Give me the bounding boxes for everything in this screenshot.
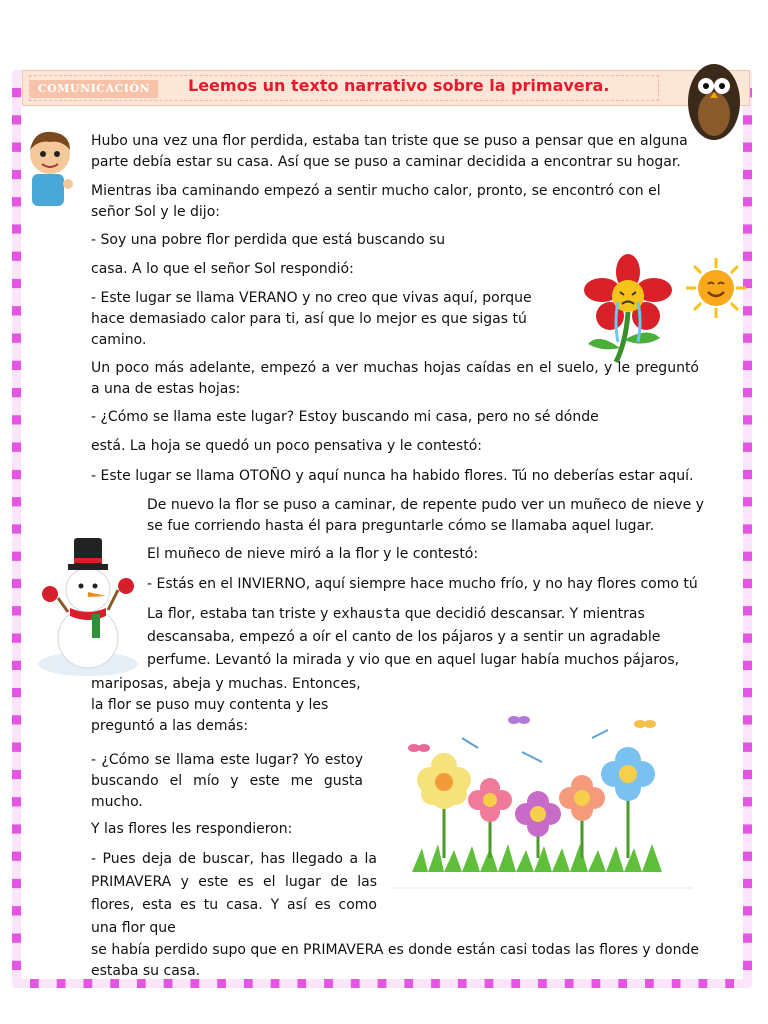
- page-title: Leemos un texto narrativo sobre la primavera.: [188, 76, 610, 95]
- paragraph-9: - Este lugar se llama OTOÑO y aquí nunca ha habido flores. Tú no deberías estar aquí.: [91, 468, 694, 484]
- paragraph-7: - ¿Cómo se llama este lugar? Estoy buscando mi casa, pero no sé dónde: [91, 409, 599, 425]
- crying-flower-icon: [568, 252, 688, 364]
- paragraph-13-end: que decidió descansar. Y mientras descansaba, empezó a oír el canto de los pájaros y a sentir un agradable perfume. Levantó la mirada y vio que en aquel lugar había muchos pájaros,: [147, 606, 680, 668]
- paragraph-4: casa. A lo que el señor Sol respondió:: [91, 261, 354, 277]
- snowman-icon: [36, 534, 140, 676]
- sun-icon: [684, 256, 748, 320]
- paragraph-8: está. La hoja se quedó un poco pensativa y le contestó:: [91, 438, 482, 454]
- paragraph-5: - Este lugar se llama VERANO y no creo que vivas aquí, porque hace demasiado calor para ti, así que lo mejor es que sigas tú camino.: [91, 290, 532, 348]
- paragraph-2: Mientras iba caminando empezó a sentir mucho calor, pronto, se encontró con el señor Sol y le dijo:: [91, 183, 661, 220]
- flower-garden-icon: [392, 708, 692, 890]
- boy-icon: [22, 128, 78, 212]
- paragraph-17: Y las flores les respondieron:: [91, 821, 293, 837]
- paragraph-15: la flor se puso muy contenta y les preguntó a las demás:: [91, 697, 329, 734]
- paragraph-6: Un poco más adelante, empezó a ver muchas hojas caídas en el suelo, y le preguntó a una de estas hojas:: [91, 360, 699, 397]
- highlighted-word: exhausta: [332, 606, 401, 622]
- paragraph-13-start: La flor, estaba tan triste y: [147, 606, 333, 622]
- paragraph-16: - ¿Cómo se llama este lugar? Yo estoy buscando el mío y este me gusta mucho.: [91, 752, 363, 810]
- paragraph-10: De nuevo la flor se puso a caminar, de repente pudo ver un muñeco de nieve y se fue corriendo hasta él para preguntarle cómo se llamaba aquel lugar.: [147, 497, 704, 534]
- section-tag: COMUNICACIÓN: [30, 80, 158, 98]
- paragraph-1: Hubo una vez una flor perdida, estaba tan triste que se puso a pensar que en alguna parte debía estar su casa. Así que se puso a caminar decidida a encontrar su hogar.: [91, 133, 688, 170]
- paragraph-12: - Estás en el INVIERNO, aquí siempre hace mucho frío, y no hay flores como tú: [147, 576, 698, 592]
- paragraph-13: [147, 603, 703, 672]
- paragraph-19: se había perdido supo que en PRIMAVERA es donde están casi todas las flores y donde estaba su casa.: [91, 942, 699, 979]
- paragraph-18: - Pues deja de buscar, has llegado a la PRIMAVERA y este es el lugar de las flores, esta es tu casa. Y así es como una flor que: [91, 851, 377, 936]
- paragraph-3: - Soy una pobre flor perdida que está buscando su: [91, 232, 446, 248]
- paragraph-11: El muñeco de nieve miró a la flor y le contestó:: [147, 546, 479, 562]
- paragraph-14: mariposas, abeja y muchas. Entonces,: [91, 676, 361, 692]
